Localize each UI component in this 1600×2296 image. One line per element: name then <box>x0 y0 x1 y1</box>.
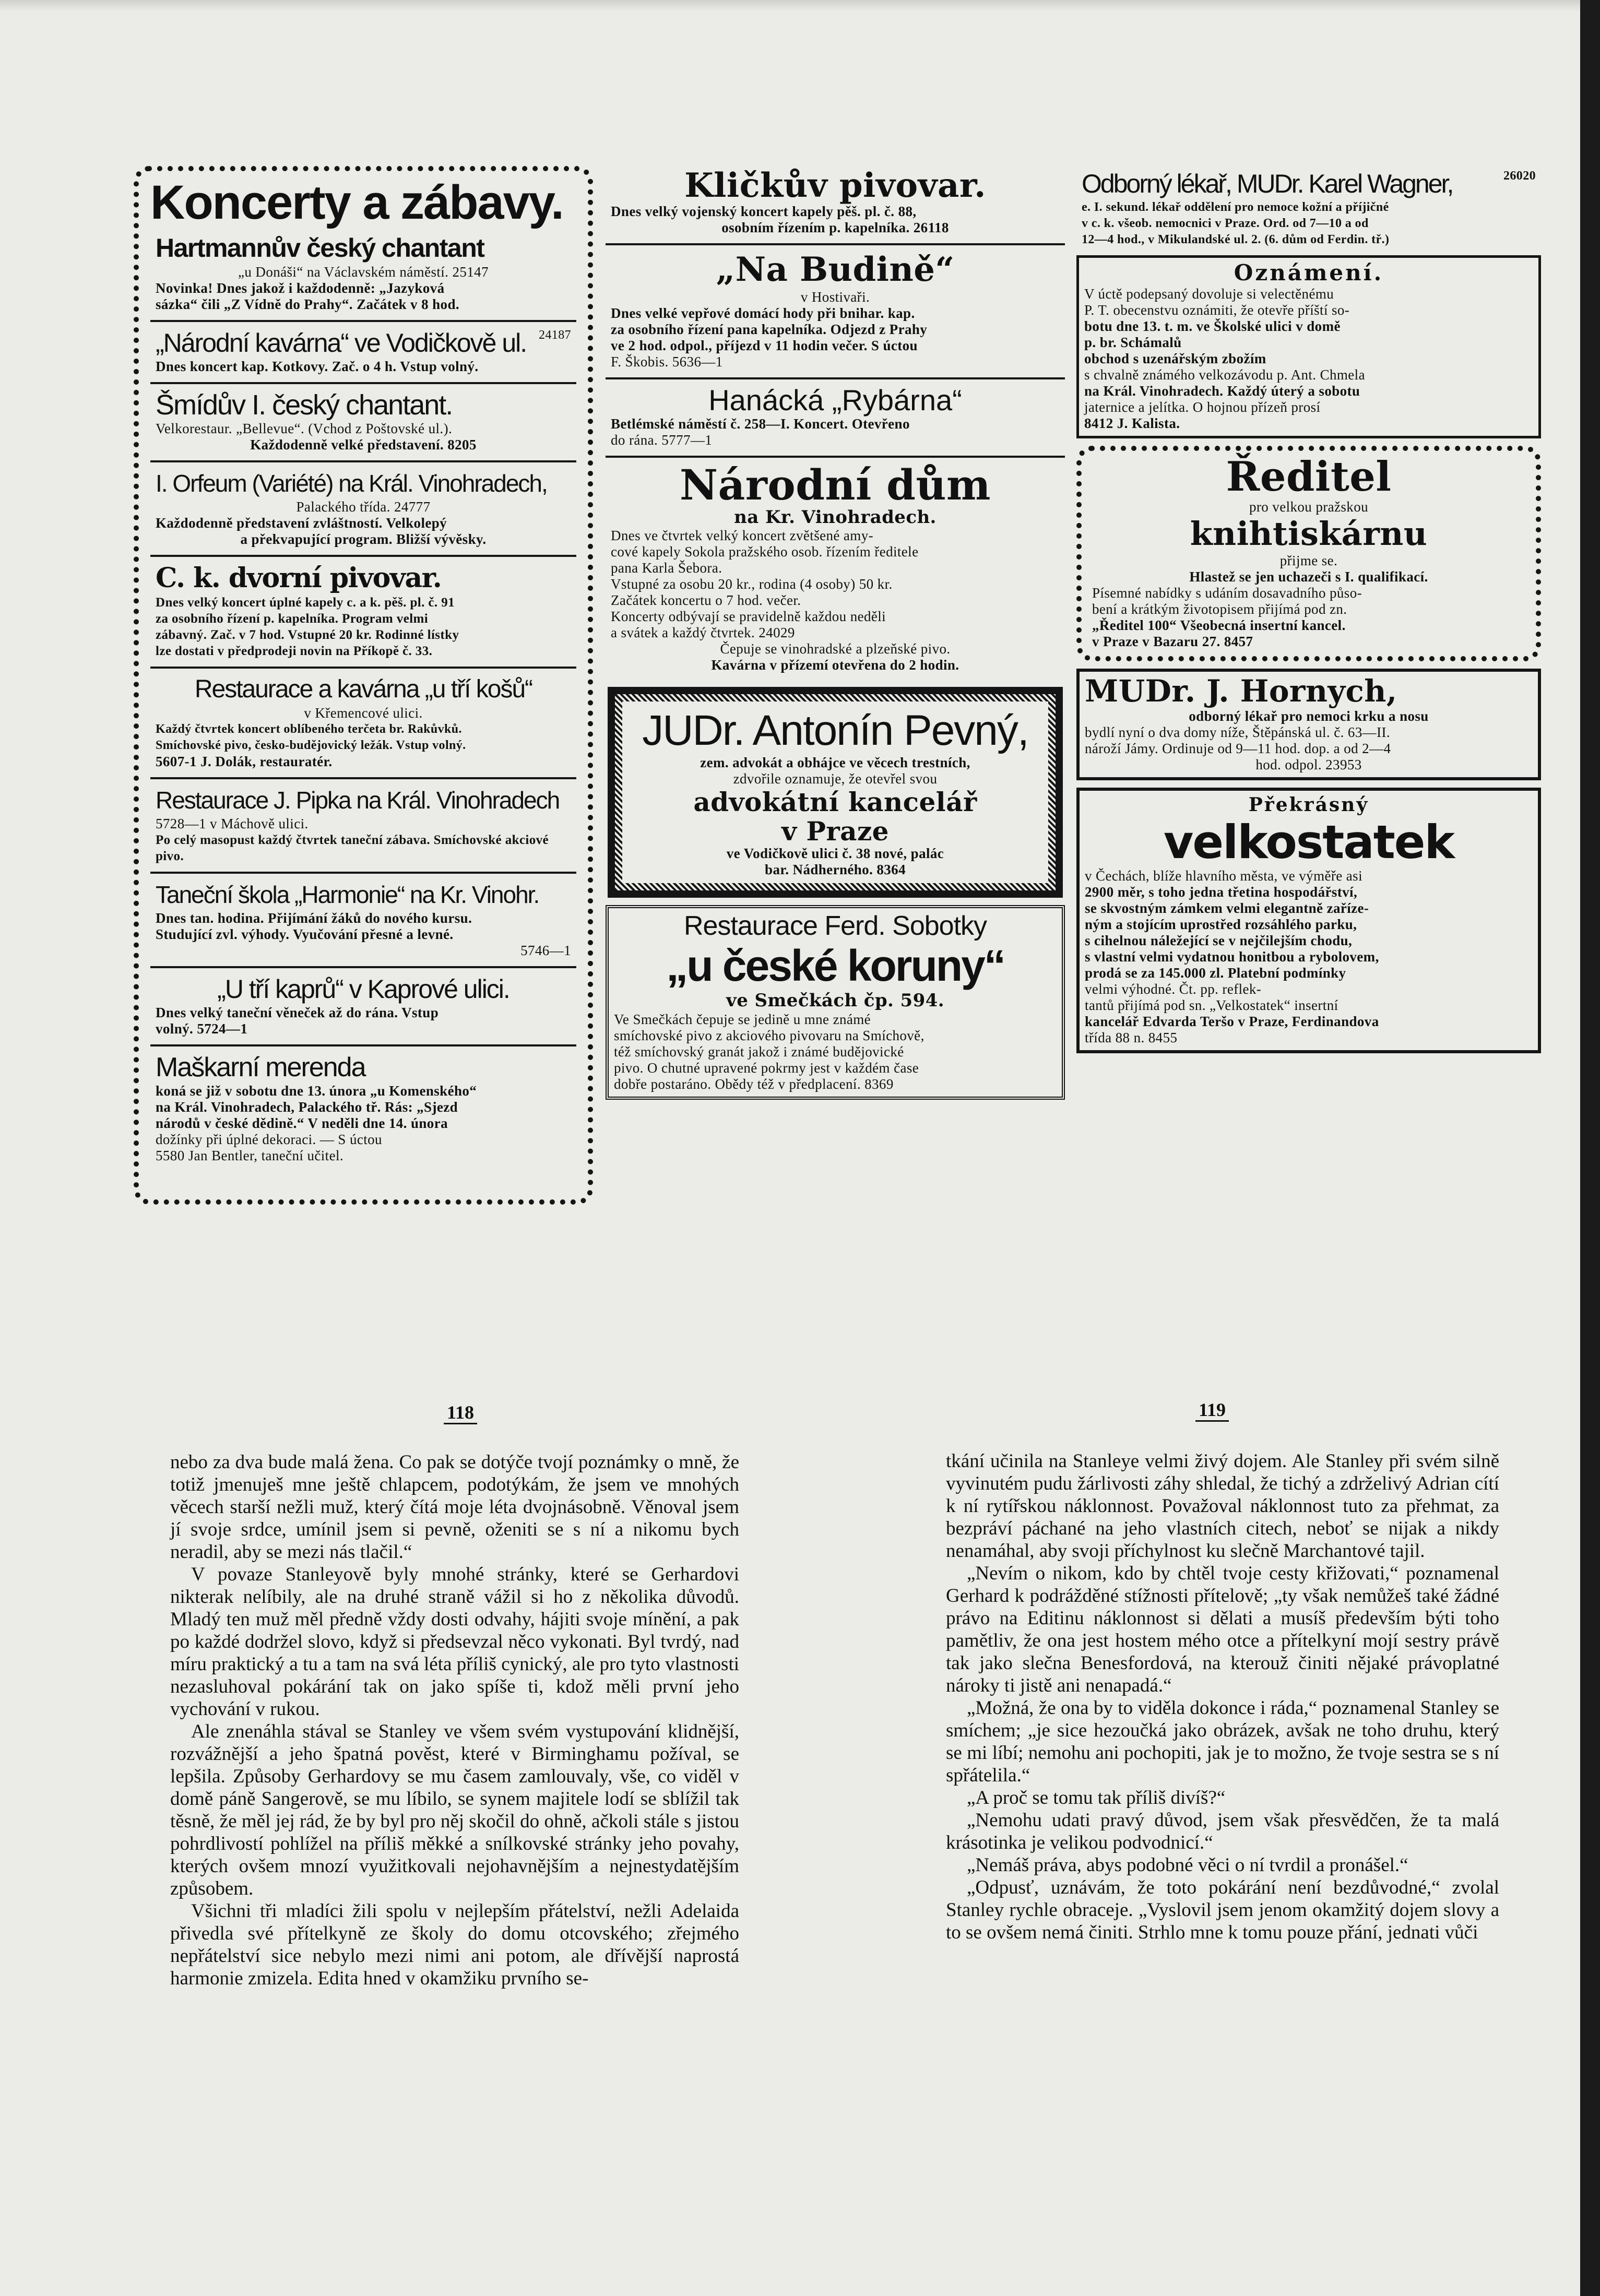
ad-line: na Král. Vinohradech, Palackého tř. Rás: „Sjezd <box>156 1099 458 1115</box>
ad-line: a svátek a každý čtvrtek. 24029 <box>611 625 795 640</box>
ad-maskarni-merenda <box>150 1050 576 1168</box>
ad-line: Čepuje se vinohradské a plzeňské pivo. <box>720 641 951 657</box>
ad-line: zábavný. Zač. v 7 hod. Vstupné 20 kr. Rodinné lístky <box>156 628 459 642</box>
concerts-header: Koncerty a zábavy. <box>150 176 563 229</box>
right-ads-column <box>1076 166 1541 1053</box>
ad-line: v Křemencové ulici. <box>304 705 423 721</box>
ad-velkostatek <box>1080 791 1538 1050</box>
ad-headline: knihtiskárnu <box>1190 515 1428 553</box>
middle-ads-column <box>606 166 1065 1100</box>
ad-title: Maškarní merenda <box>156 1052 365 1082</box>
ad-line: bydlí nyní o dva domy níže, Štěpánská ul. č. 63—II. <box>1085 724 1391 740</box>
ad-title: „Na Budině“ <box>716 250 955 289</box>
ad-line: ným a stojícím uprostřed rozsáhlého parku, <box>1085 917 1357 932</box>
ad-line: volný. 5724—1 <box>156 1021 248 1037</box>
ad-sobotka-box <box>606 905 1065 1100</box>
ad-line: Dnes tan. hodina. Přijímání žáků do nového kursu. <box>156 910 472 926</box>
divider <box>150 555 576 557</box>
ad-headline: „u české koruny“ <box>666 941 1004 990</box>
paragraph: „A proč se tomu tak příliš divíš?“ <box>967 1787 1226 1809</box>
ad-title: Restaurace a kavárna „u tří košů“ <box>194 675 532 703</box>
ad-line: s cihelnou náležející se v nejčilejším chodu, <box>1085 933 1353 948</box>
ad-title: Odborný lékař, MUDr. Karel Wagner, <box>1082 169 1453 198</box>
novel-text-left <box>170 1451 739 1990</box>
ad-line: bení a krátkým životopisem přijímá pod zn. <box>1092 601 1347 617</box>
ad-line: koná se již v sobotu dne 13. února „u Komenského“ <box>156 1083 477 1099</box>
ad-hornych-box <box>1076 669 1541 780</box>
paragraph: V povaze Stanleyově byly mnohé stránky, které se Gerhardovi nikterak nelíbily, ale na druhé straně vážil si ho z několika důvodů. Mladý ten muž měl předně vždy dosti odvahy, hájiti svoje mínění, a pak po každé dodržel slovo, když si předsevzal něco vykonati. Byl tvrdý, nad míru praktický a tu a tam na svá léta příliš cynický, ale pro tyto vlastnosti nezasluhoval pokárání tak on jako spíše ti, kdož měli první jeho vychování v rukou. <box>170 1564 739 1720</box>
ad-line: 5728—1 v Máchově ulici. <box>156 816 309 831</box>
paragraph: „Nevím o nikom, kdo by chtěl tvoje cesty křižovati,“ poznamenal Gerhard k podrážděné stížnosti přítelově; „ty však nemůžeš také žádné právo na Editinu náklonnost si dělati a musíš především býti toho pamětliv, že ona jest hostem mého otce a přítelkyní mojí sestry právě tak jako slečna Benesfordová, na kterouž činiti nějaké právoplatné nároky ti jistě ani nenapadá.“ <box>946 1563 1499 1696</box>
ad-line: botu dne 13. t. m. ve Školské ulici v domě <box>1084 318 1341 334</box>
ad-line: obchod s uzenářským zbožím <box>1084 351 1266 366</box>
ad-line: Palackého třída. 24777 <box>296 499 431 515</box>
ad-line: F. Škobis. 5636—1 <box>611 354 723 370</box>
ad-line: nároží Jámy. Ordinuje od 9—11 hod. dop. a od 2—4 <box>1085 741 1391 756</box>
ad-title: Národní dům <box>680 460 991 509</box>
ad-title: Hanácká „Rybárna“ <box>708 384 962 417</box>
page-number-left <box>444 1401 477 1423</box>
ad-line: přijme se. <box>1279 553 1338 568</box>
ad-line: do rána. 5777—1 <box>611 432 713 448</box>
ad-line: v Čechách, blíže hlavního města, ve výměře asi <box>1085 868 1362 884</box>
ad-line: v Praze v Bazaru 27. 8457 <box>1092 634 1253 649</box>
ad-line: za osobního řízení pana kapelníka. Odjezd z Prahy <box>611 322 928 337</box>
page-number-text: 118 <box>444 1402 477 1424</box>
ad-smid-chantant <box>150 387 576 457</box>
ad-line: dobře postaráno. Obědy též v předplacení. 8369 <box>614 1076 894 1092</box>
ad-title: Restaurace J. Pipka na Král. Vinohradech <box>156 787 560 814</box>
ad-headline: velkostatek <box>1164 815 1454 869</box>
ad-line: 8412 J. Kalista. <box>1084 415 1180 431</box>
divider <box>150 966 576 968</box>
ad-title: Oznámení. <box>1234 260 1384 285</box>
ad-line: Dnes velký taneční věneček až do rána. Vstup <box>156 1005 439 1020</box>
ad-line: prodá se za 145.000 zl. Platební podmínky <box>1085 965 1346 981</box>
ad-line: v Hostivaři. <box>800 289 870 305</box>
ad-headline: v Praze <box>781 816 889 847</box>
ad-reditel-box <box>1076 446 1541 661</box>
paragraph: „Nemohu udati pravý důvod, jsem však přesvědčen, že ta malá krásotinka je velikou podvodnicí.“ <box>946 1810 1499 1853</box>
ad-pevny <box>622 701 1048 883</box>
ad-line: Dnes koncert kap. Kotkovy. Zač. o 4 h. Vstup volný. <box>156 359 479 374</box>
ad-line: Novinka! Dnes jakož i každodenně: „Jazyková <box>156 280 445 296</box>
ad-title: „Národní kavárna“ ve Vodičkově ul. <box>156 328 527 358</box>
ad-velkostatek-box <box>1076 788 1541 1053</box>
ad-line: a překvapující program. Bližší vývěsky. <box>240 531 487 547</box>
page-number-text: 119 <box>1195 1399 1229 1422</box>
ad-line: smíchovské pivo z akciového pivovaru na Smíchově, <box>614 1028 925 1043</box>
ad-line: kancelář Edvarda Teršo v Praze, Ferdinandova <box>1085 1014 1379 1029</box>
ad-line: Vstupné za osobu 20 kr., rodina (4 osoby) 50 kr. <box>611 576 893 592</box>
ad-line: 2900 měr, s toho jedna třetina hospodářství, <box>1085 884 1358 900</box>
ad-line: P. T. obecenstvu oznámiti, že otevře příští so- <box>1084 302 1350 318</box>
ad-line: dožínky při úplné dekoraci. — S úctou <box>156 1132 382 1147</box>
ad-line: pana Karla Šebora. <box>611 560 722 576</box>
ad-klickuv-pivovar <box>606 166 1065 240</box>
ad-pevny-frame <box>608 687 1063 898</box>
ad-subtitle: ve Smečkách čp. 594. <box>726 990 944 1011</box>
ad-title: MUDr. J. Hornych, <box>1085 673 1397 709</box>
ad-title: Taneční škola „Harmonie“ na Kr. Vinohr. <box>156 881 539 908</box>
ad-line: 5580 Jan Bentler, taneční učitel. <box>156 1148 344 1163</box>
ad-pipka <box>150 782 576 869</box>
ad-title: „U tří kaprů“ v Kaprové ulici. <box>217 974 509 1004</box>
ad-hanacka-rybarna <box>606 383 1065 453</box>
ad-hartmann <box>150 232 576 317</box>
ad-line: na Král. Vinohradech. Každý úterý a sobotu <box>1084 383 1360 399</box>
ad-number: 24187 <box>539 328 571 342</box>
ad-line: zdvořile oznamuje, že otevřel svou <box>733 771 938 787</box>
ad-narodni-dum <box>606 461 1065 677</box>
ad-orfeum <box>150 466 576 552</box>
ad-dvorni-pivovar <box>150 560 576 663</box>
ad-line: bar. Nádherného. 8364 <box>765 862 906 877</box>
ad-line: 5746—1 <box>520 943 571 958</box>
paragraph: nebo za dva bude malá žena. Co pak se dotýče tvojí poznámky o mně, že totiž jmenuješ mne ještě chlapcem, podotýkám, že jsem ve mnohých věcech starší nežli muž, který čítá moje léta dvojnásobně. Věnoval jsem jí svoje srdce, umínil jsem si pevně, oženiti se s ní a nikomu bych neradil, aby se mezi nás tlačil.“ <box>170 1452 739 1563</box>
ad-line: za osobního řízení p. kapelníka. Program velmi <box>156 612 429 626</box>
ad-line: Kavárna v přízemí otevřena do 2 hodin. <box>711 657 959 673</box>
divider <box>150 777 576 779</box>
ad-kalista-box <box>1076 255 1541 438</box>
ad-tri-kose <box>150 672 576 774</box>
ad-line: „u Donáši“ na Václavském náměstí. 25147 <box>238 264 489 280</box>
ad-subtitle: pro velkou pražskou <box>1249 499 1369 515</box>
divider <box>606 377 1065 379</box>
ad-harmonie <box>150 877 576 963</box>
ad-line: osobním řízením p. kapelníka. 26118 <box>721 220 949 235</box>
ad-line: s vlastní velmi vydatnou honitbou a rybolovem, <box>1085 949 1379 965</box>
divider <box>606 243 1065 245</box>
ad-sobotka <box>609 908 1062 1097</box>
ad-line: e. I. sekund. lékař oddělení pro nemoce kožní a příjičné <box>1082 200 1389 214</box>
ad-narodni-kavarna <box>150 325 576 379</box>
ad-line: v c. k. všeob. nemocnici v Praze. Ord. od 7—10 a od <box>1082 217 1369 230</box>
ad-line: Každodenně představení zvláštností. Velkolepý <box>156 515 447 531</box>
ad-line: zem. advokát a obhájce ve věcech trestních, <box>700 755 970 770</box>
ad-line: tantů přijímá pod sn. „Velkostatek“ insertní <box>1085 997 1338 1013</box>
ad-title: I. Orfeum (Variété) na Král. Vinohradech, <box>156 470 547 497</box>
ad-line: Koncerty odbývají se pravidelně každou neděli <box>611 609 886 624</box>
ad-line: Dnes velký koncert úplné kapely c. a k. pěš. pl. č. 91 <box>156 596 455 610</box>
ad-line: se skvostným zámkem velmi elegantně zaříze- <box>1085 900 1369 916</box>
paragraph: Všichni tři mladíci žili spolu v nejlepším přátelství, nežli Adelaida přivedla své přítelkyně ze školy do domu otcovského; zřejmého nepřátelství sice nebylo mezi nimi ani potom, ale dřívější naprostá harmonie zmizela. Edita hned v okamžiku prvního se- <box>170 1900 739 1989</box>
ad-line: ve Vodičkově ulici č. 38 nové, palác <box>726 846 944 861</box>
ad-na-budine <box>606 248 1065 374</box>
ad-title: Šmídův I. český chantant. <box>156 389 453 421</box>
ad-line: Písemné nabídky s udáním dosavadního půso- <box>1092 585 1362 601</box>
ad-line: odborný lékař pro nemoci krku a nosu <box>1189 708 1429 724</box>
ad-line: cové kapely Sokola pražského osob. řízením ředitele <box>611 544 919 560</box>
ad-line: s chvalně známého velkozávodu p. Ant. Chmela <box>1084 367 1365 383</box>
paragraph: „Nemáš práva, abys podobné věci o ní tvrdil a pronášel.“ <box>967 1854 1408 1876</box>
divider <box>150 872 576 874</box>
ad-line: třída 88 n. 8455 <box>1085 1030 1178 1045</box>
divider <box>150 460 576 462</box>
ad-tri-kapri <box>150 971 576 1041</box>
paragraph: Ale znenáhla stával se Stanley ve všem svém vystupování klidnější, rozvážnější a jeho špatná pověst, které v Birminghamu požíval, se lepšila. Způsoby Gerhardovy se mu časem zamlouvaly, vše, co viděl v domě páně Sangerově, se mu líbilo, se synem majitele lodí se sblížil tak těsně, že měl jej rád, že by byl pro něj skočil do ohně, ačkoli stále s jistou pohrdlivostí pohlížel na příliš měkké a snílkovské stránky jeho povahy, kterých ovšem mnozí využitkovali nejohavnějším a nejnestydatějším způsobem. <box>170 1721 739 1899</box>
ad-title: Kličkův pivovar. <box>684 166 986 205</box>
ad-title: Restaurace Ferd. Sobotky <box>683 911 987 941</box>
ad-title: Hartmannův český chantant <box>156 233 484 263</box>
ad-line: V úctě podepsaný dovoluje si velectěnému <box>1084 286 1334 302</box>
divider <box>150 382 576 384</box>
ad-line: Dnes velké vepřové domácí hody při bnihar. kap. <box>611 305 915 321</box>
ad-line: Ve Smečkách čepuje se jedině u mne známé <box>614 1012 871 1027</box>
divider <box>150 1044 576 1046</box>
ad-line: ve 2 hod. odpol., příjezd v 11 hodin večer. S úctou <box>611 338 918 353</box>
ad-title: Ředitel <box>1226 453 1392 501</box>
ad-wagner <box>1076 166 1541 252</box>
concerts-column <box>134 166 593 1205</box>
divider <box>150 320 576 322</box>
ad-line: národů v české dědině.“ V neděli dne 14. února <box>156 1115 448 1131</box>
ad-line: p. br. Schámalů <box>1084 335 1182 350</box>
ad-number: 26020 <box>1503 169 1536 183</box>
divider <box>150 667 576 669</box>
ad-line: velmi výhodné. Čt. pp. reflek- <box>1085 981 1262 997</box>
ad-line: pivo. O chutné upravené pokrmy jest v každém čase <box>614 1060 919 1076</box>
ad-line: Každodenně velké představení. 8205 <box>250 437 477 453</box>
ad-title: Překrásný <box>1248 794 1369 816</box>
ad-line: Hlastež se jen uchazeči s I. qualifikací. <box>1189 569 1428 585</box>
ad-line: Začátek koncertu o 7 hod. večer. <box>611 592 801 608</box>
scan-top-shade <box>0 0 1600 11</box>
ad-line: „Ředitel 100“ Všeobecná insertní kancel. <box>1092 617 1346 633</box>
scan-right-edge <box>1580 0 1600 2296</box>
ad-line: hod. odpol. 23953 <box>1255 757 1362 772</box>
ad-headline: advokátní kancelář <box>693 787 977 817</box>
paragraph: tkání učinila na Stanleye velmi živý dojem. Ale Stanley při svém silně vyvinutém pudu žárlivosti záhy shledal, že tichý a zdrželivý Adrian cítí k ní rytířskou náklonnost. Považoval náklonnost tuto za přehmat, za bezpráví páchané na jeho vlastních citech, neboť se nijak a nikdy nenamáhal, aby svoji příchylnost ku slečně Marchantové tajil. <box>946 1450 1499 1562</box>
ad-line: Dnes velký vojenský koncert kapely pěš. pl. č. 88, <box>611 204 917 219</box>
ad-title: JUDr. Antonín Pevný, <box>642 707 1028 754</box>
divider <box>606 456 1065 458</box>
ad-line: Po celý masopust každý čtvrtek taneční zábava. Smíchovské akciové pivo. <box>156 833 549 863</box>
ad-line: 5607-1 J. Dolák, restauratér. <box>156 754 333 769</box>
ad-subtitle: na Kr. Vinohradech. <box>734 507 937 528</box>
paragraph: „Možná, že ona by to viděla dokonce i ráda,“ poznamenal Stanley se smíchem; „je sice hezoučká jako obrázek, avšak ne toho druhu, který se mi líbí; nemohu ani pochopiti, jak je to možno, že tvoje sestra se s ní spřátelila.“ <box>946 1697 1499 1786</box>
ad-line: sázka“ čili „Z Vídně do Prahy“. Začátek v 8 hod. <box>156 296 460 312</box>
ad-line: Každý čtvrtek koncert oblíbeného terčeta br. Rakůvků. <box>156 722 462 736</box>
novel-text-right <box>946 1450 1499 1944</box>
paragraph: „Odpusť, uznávám, že toto pokárání není bezdůvodné,“ zvolal Stanley rychle obraceje. „Vyslovil jsem jenom okamžitý dojem slovy a to se ovšem nemá činiti. Strhlo mne k tomu pouze přání, jednati vůči <box>946 1877 1499 1943</box>
ad-line: jaternice a jelítka. O hojnou přízeň prosí <box>1084 399 1321 415</box>
ad-kalista <box>1079 258 1538 436</box>
ad-title: C. k. dvorní pivovar. <box>156 562 442 594</box>
ad-line: Betlémské náměstí č. 258—I. Koncert. Otevřeno <box>611 416 910 432</box>
ad-line: Dnes ve čtvrtek velký koncert zvětšené amy- <box>611 528 874 543</box>
ad-reditel <box>1087 453 1531 654</box>
ad-line: Studující zvl. výhody. Vyučování přesné a levné. <box>156 926 454 942</box>
ad-line: 12—4 hod., v Mikulandské ul. 2. (6. dům od Ferdin. tř.) <box>1082 233 1390 246</box>
ad-line: též smíchovský granát jakož i známé budějovické <box>614 1044 904 1060</box>
ad-line: Velkorestaur. „Bellevue“. (Vchod z Poštovské ul.). <box>156 421 453 436</box>
ad-line: lze dostati v předprodeji novin na Příkopě č. 33. <box>156 644 433 658</box>
ad-hornych <box>1080 672 1538 777</box>
ad-line: Smíchovské pivo, česko-budějovický ležák. Vstup volný. <box>156 739 466 752</box>
page-number-right <box>1195 1399 1229 1421</box>
